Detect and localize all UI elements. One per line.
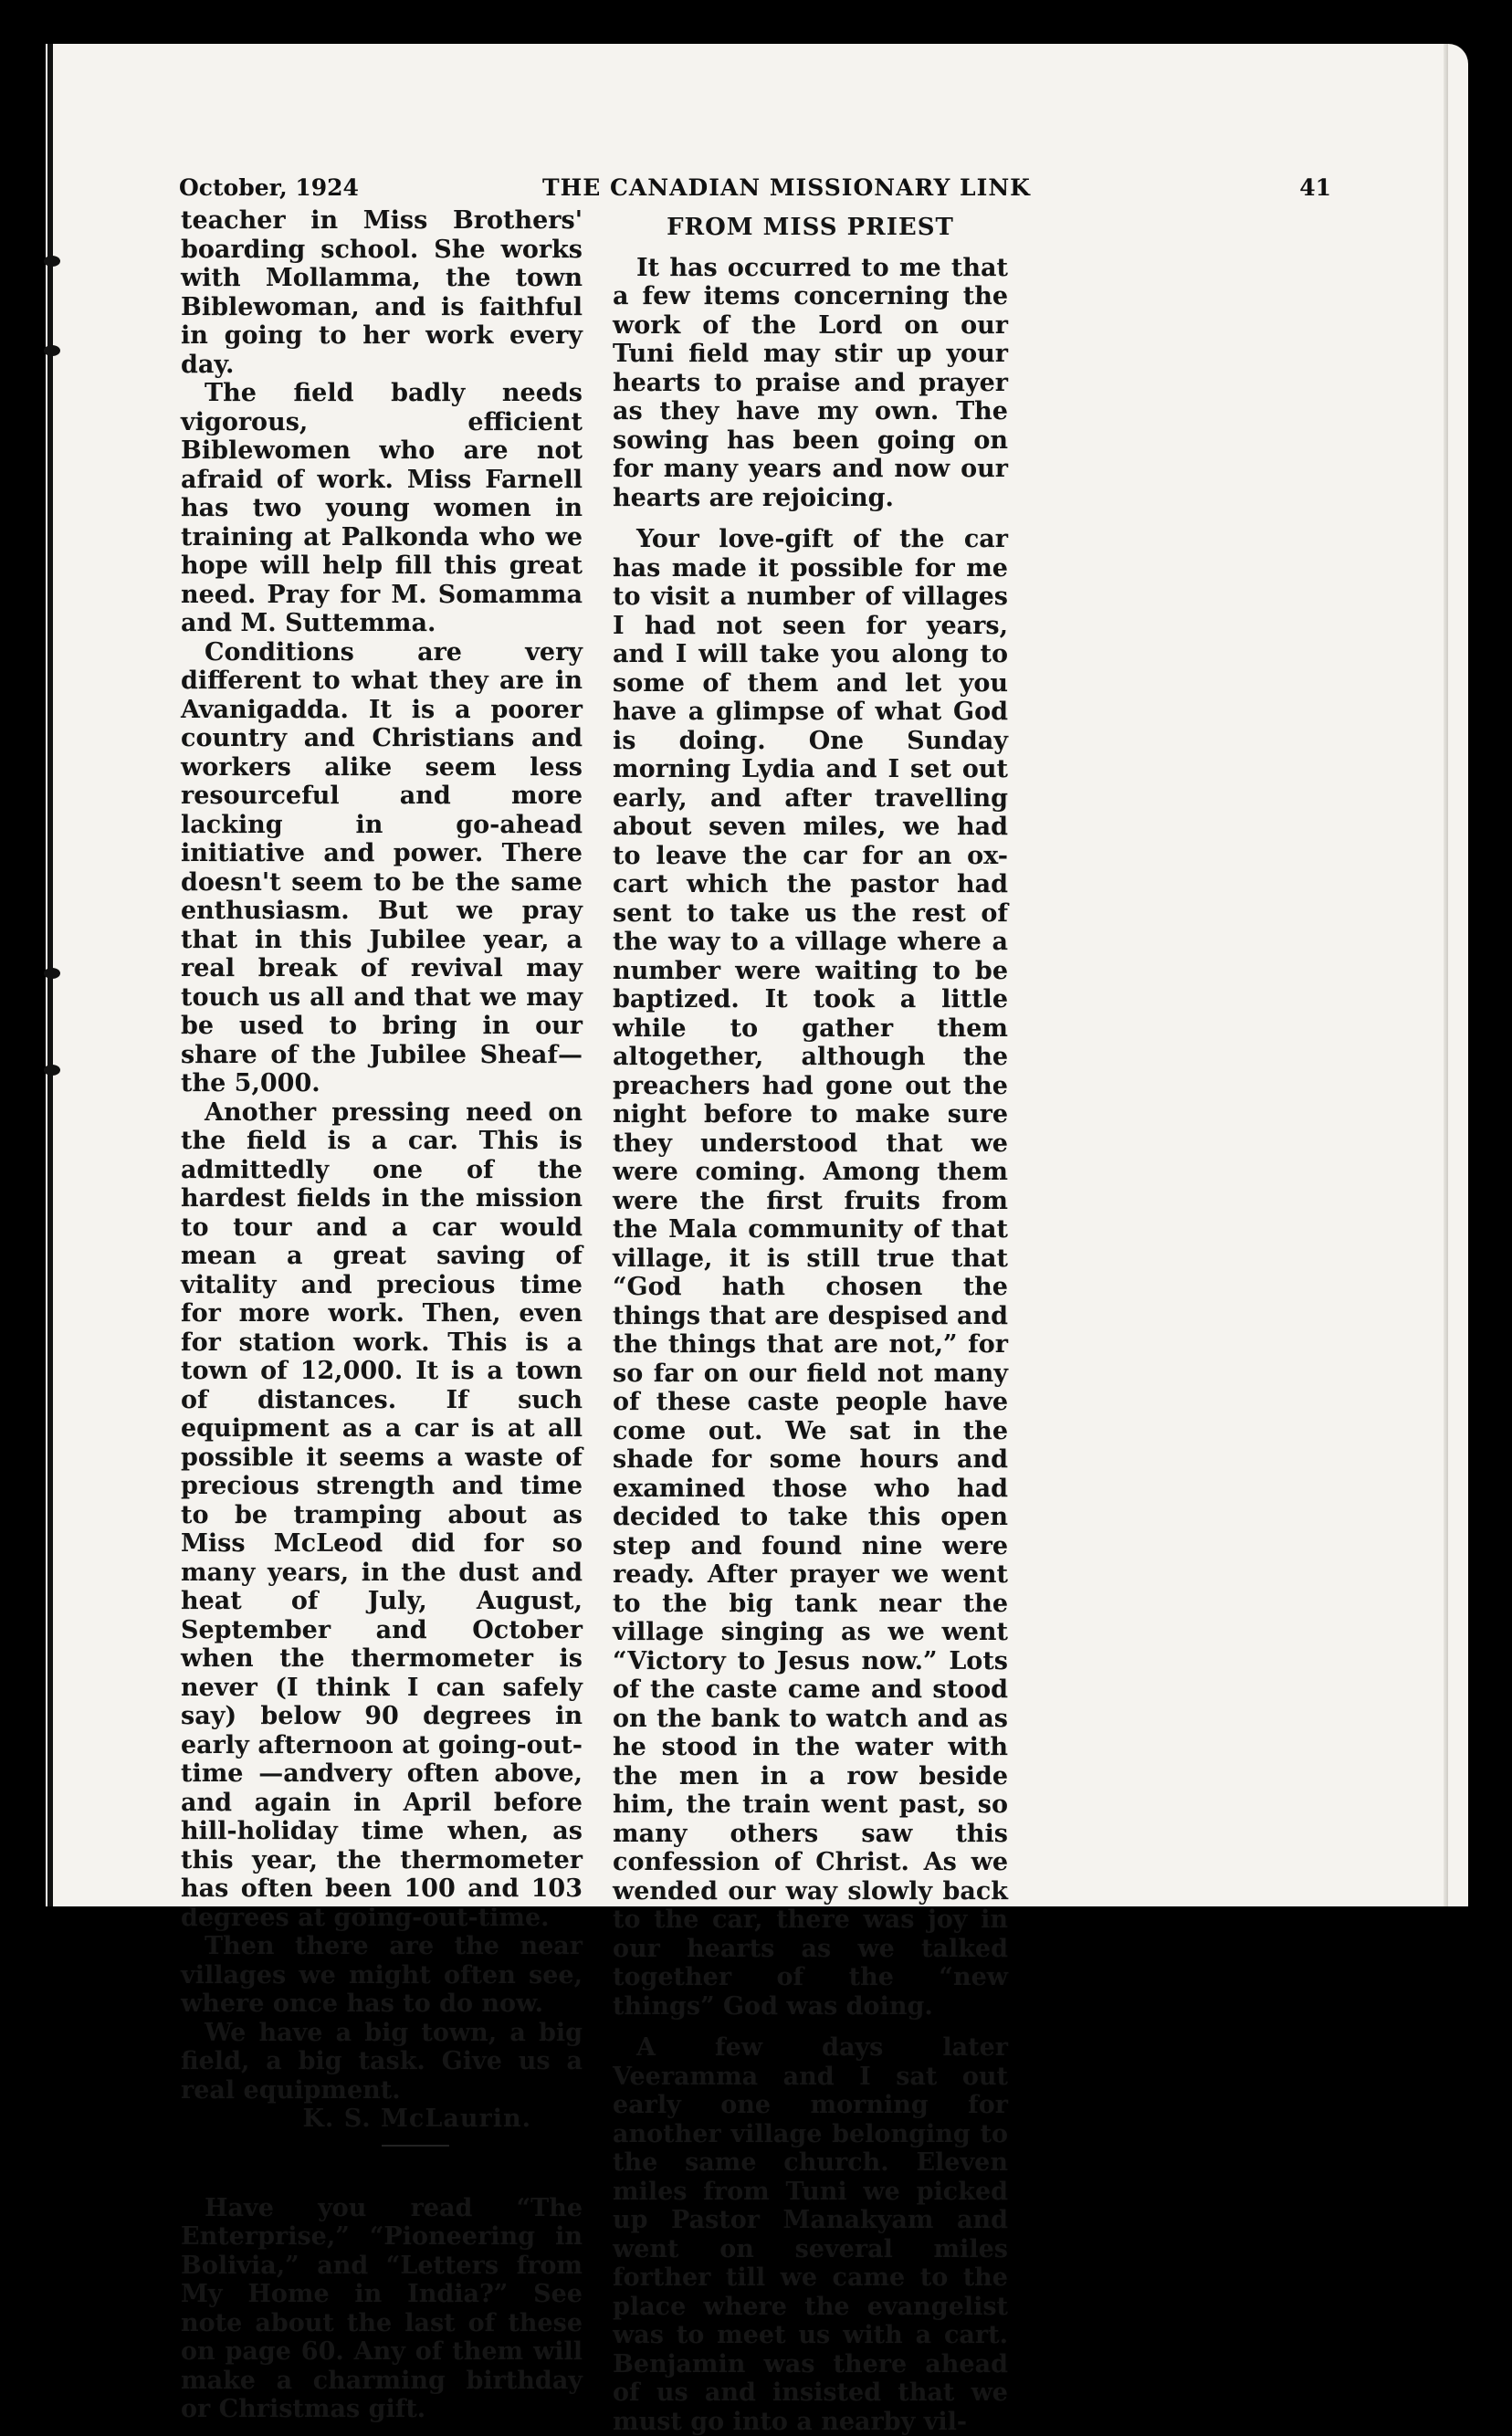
- binding-edge: [47, 44, 53, 1906]
- scanned-page: [46, 44, 1468, 2436]
- paragraph: We have a big town, a big field, a big task. Give us a real equipment.: [181, 2018, 583, 2105]
- paragraph: It has occurred to me that a few items concerning the work of the Lord on our Tuni field may stir up your hearts to praise and prayer as they have my own. The sowing has been going on for many years and now our hearts are rejoicing.: [613, 253, 1008, 512]
- paragraph: A few days later Veeramma and I sat out early one morning for another village belonging to the same church. Eleven miles from Tuni we picked up Pastor Manakyam and went on several miles forther till we came to the place where the evangelist was to meet us with a cart. Benjamin was there ahead of us and insisted that we must go into a nearby vil-: [613, 2033, 1008, 2436]
- left-column: [181, 206, 583, 2424]
- paragraph: Then there are the near villages we might often see, where once has to do now.: [181, 1932, 583, 2018]
- page-number: 41: [1299, 174, 1331, 201]
- book-note: Have you read “The Enterprise,” “Pioneering in Bolivia,” and “Letters from My Home in India?” See note about the last of these on page 60. Any of them will make a charming birthday or Christmas gift.: [181, 2193, 583, 2423]
- paragraph: Another pressing need on the field is a car. This is admittedly one of the hardest fields in the mission to tour and a car would mean a great saving of vitality and precious time for more work. Then, even for station work. This is a town of 12,000. It is a town of distances. If such equipment as a car is at all possible it seems a waste of precious strength and time to be tramping about as Miss McLeod did for so many years, in the dust and heat of July, August, September and October when the thermometer is never (I think I can safely say) below 90 degrees in early afternoon at going-out-time —andvery often above, and again in April before hill-holiday time when, as this year, the thermometer has often been 100 and 103 degrees at going-out-time.: [181, 1097, 583, 1932]
- signature: K. S. McLaurin.: [302, 2105, 531, 2133]
- issue-date: October, 1924: [179, 174, 359, 201]
- margin-mark: [44, 968, 60, 979]
- paragraph: Conditions are very different to what they are in Avanigadda. It is a poorer country and Christians and workers alike seem less resourceful and more lacking in go-ahead initiative and power. There doesn't seem to be the same enthusiasm. But we pray that in this Jubilee year, a real break of revival may touch us all and that we may be used to bring in our share of the Jubilee Sheaf—the 5,000.: [181, 637, 583, 1097]
- page-fold-shadow: [1444, 44, 1448, 1906]
- paragraph: The field badly needs vigorous, efficient Biblewomen who are not afraid of work. Miss Farnell has two young women in training at Palkonda who we hope will help fill this great need. Pray for M. Somamma and M. Suttemma.: [181, 379, 583, 637]
- paragraph: teacher in Miss Brothers' boarding school. She works with Mollamma, the town Biblewoman, and is faithful in going to her work every day.: [181, 206, 583, 379]
- margin-mark: [44, 1065, 60, 1076]
- paragraph: Your love-gift of the car has made it possible for me to visit a number of villages I had not seen for years, and I will take you along to some of them and let you have a glimpse of what God is doing. One Sunday morning Lydia and I set out early, and after travelling about seven miles, we had to leave the car for an ox-cart which the pastor had sent to take us the rest of the way to a village where a number were waiting to be baptized. It took a little while to gather them altogether, although the preachers had gone out the night before to make sure they understood that we were coming. Among them were the first fruits from the Mala community of that village, it is still true that “God hath chosen the things that are despised and the things that are not,” for so far on our field not many of these caste people have come out. We sat in the shade for some hours and examined those who had decided to take this open step and found nine were ready. After prayer we went to the big tank near the village singing as we went “Victory to Jesus now.” Lots of the caste came and stood on the bank to watch and as he stood in the water with the men in a row beside him, the train went past, so many others saw this confession of Christ. As we wended our way slowly back to the car, there was joy in our hearts as we talked together of the “new things” God was doing.: [613, 525, 1008, 2021]
- right-column: [613, 214, 1008, 2436]
- running-header: [179, 174, 1331, 211]
- article-heading: FROM MISS PRIEST: [667, 214, 954, 241]
- margin-mark: [44, 345, 60, 356]
- margin-mark: [44, 256, 60, 267]
- publication-title: THE CANADIAN MISSIONARY LINK: [542, 174, 1031, 201]
